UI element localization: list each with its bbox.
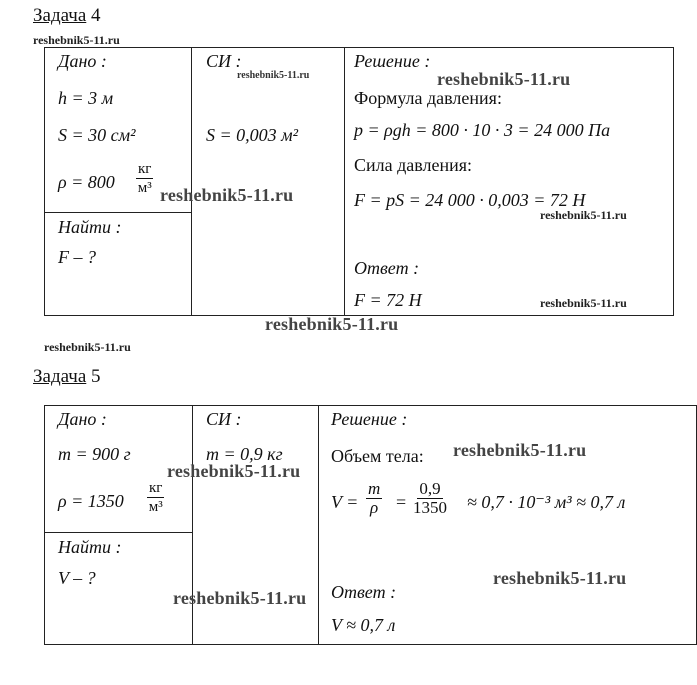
- task5-table-border: [44, 405, 697, 645]
- watermark: reshebnik5-11.ru: [540, 208, 627, 222]
- task4-s-value: S = 30 см²: [58, 125, 136, 145]
- task5-find-header: Найти :: [58, 537, 122, 557]
- watermark: reshebnik5-11.ru: [453, 440, 587, 460]
- watermark: reshebnik5-11.ru: [33, 33, 120, 47]
- watermark: reshebnik5-11.ru: [237, 70, 310, 81]
- task5-result: ≈ 0,7 · 10⁻³ м³ ≈ 0,7 л: [467, 492, 626, 512]
- task4-answer-header: Ответ :: [354, 258, 420, 278]
- task4-title-number: 4: [91, 5, 101, 26]
- task5-v-left: V =: [331, 492, 359, 512]
- task4-divider-2: [344, 47, 345, 316]
- task5-divider-1: [192, 405, 193, 645]
- task5-frac1-den: ρ: [370, 498, 379, 517]
- task4-find-value: F – ?: [58, 247, 96, 267]
- task5-frac2-num: 0,9: [419, 479, 441, 498]
- watermark: reshebnik5-11.ru: [173, 588, 307, 608]
- task5-frac-m-rho: [366, 480, 382, 517]
- task4-given-divider: [44, 212, 192, 213]
- task5-divider-2: [318, 405, 319, 645]
- task4-si-header: СИ :: [206, 51, 242, 71]
- watermark: reshebnik5-11.ru: [167, 461, 301, 481]
- task4-title: [33, 5, 101, 27]
- task4-formula-label: Формула давления:: [354, 88, 502, 108]
- task4-force: F = pS = 24 000 · 0,003 = 72 Н: [354, 190, 586, 210]
- task5-title: [33, 366, 101, 388]
- task5-given-divider: [44, 532, 193, 533]
- task4-force-label: Сила давления:: [354, 155, 473, 175]
- task5-answer: V ≈ 0,7 л: [331, 615, 396, 635]
- watermark: reshebnik5-11.ru: [540, 296, 627, 310]
- task4-h-value: h = 3 м: [58, 88, 114, 108]
- watermark: reshebnik5-11.ru: [493, 568, 627, 588]
- watermark: reshebnik5-11.ru: [437, 69, 571, 89]
- task5-m-value: m = 900 г: [58, 444, 131, 464]
- task5-rho-value: ρ = 1350: [58, 491, 124, 511]
- task4-divider-1: [191, 47, 192, 316]
- task5-rho-unit-num: кг: [149, 480, 163, 496]
- task4-title-prefix: Задача: [33, 5, 87, 26]
- task5-given-header: Дано :: [58, 409, 107, 429]
- task5-answer-header: Ответ :: [331, 582, 397, 602]
- task4-si-value: S = 0,003 м²: [206, 125, 299, 145]
- task5-volume-label: Объем тела:: [331, 446, 424, 466]
- task4-given-header: Дано :: [58, 51, 107, 71]
- task4-find-header: Найти :: [58, 217, 122, 237]
- task5-rho-unit: [147, 479, 164, 516]
- task5-find-value: V – ?: [58, 568, 96, 588]
- task4-rho-value: ρ = 800: [58, 172, 115, 192]
- task4-rho-unit-den: м³: [137, 180, 152, 196]
- task4-solution-header: Решение :: [354, 51, 431, 71]
- task4-rho-unit: [136, 160, 153, 197]
- task5-si-header: СИ :: [206, 409, 242, 429]
- task5-title-prefix: Задача: [33, 366, 87, 387]
- task5-equals: =: [396, 492, 407, 512]
- task5-si-value: m = 0,9 кг: [206, 444, 283, 464]
- task4-answer: F = 72 Н: [354, 290, 422, 310]
- task4-rho-unit-num: кг: [138, 161, 152, 177]
- task5-frac1-num: m: [368, 479, 381, 498]
- task5-frac2-den: 1350: [413, 498, 447, 517]
- task5-solution-header: Решение :: [331, 409, 408, 429]
- watermark: reshebnik5-11.ru: [265, 314, 399, 334]
- watermark: reshebnik5-11.ru: [44, 340, 131, 354]
- watermark: reshebnik5-11.ru: [160, 185, 294, 205]
- task5-rho-unit-den: м³: [148, 499, 163, 515]
- task5-title-number: 5: [91, 366, 101, 387]
- task4-formula: p = ρgh = 800 · 10 · 3 = 24 000 Па: [354, 120, 611, 140]
- task5-frac-values: [413, 480, 447, 517]
